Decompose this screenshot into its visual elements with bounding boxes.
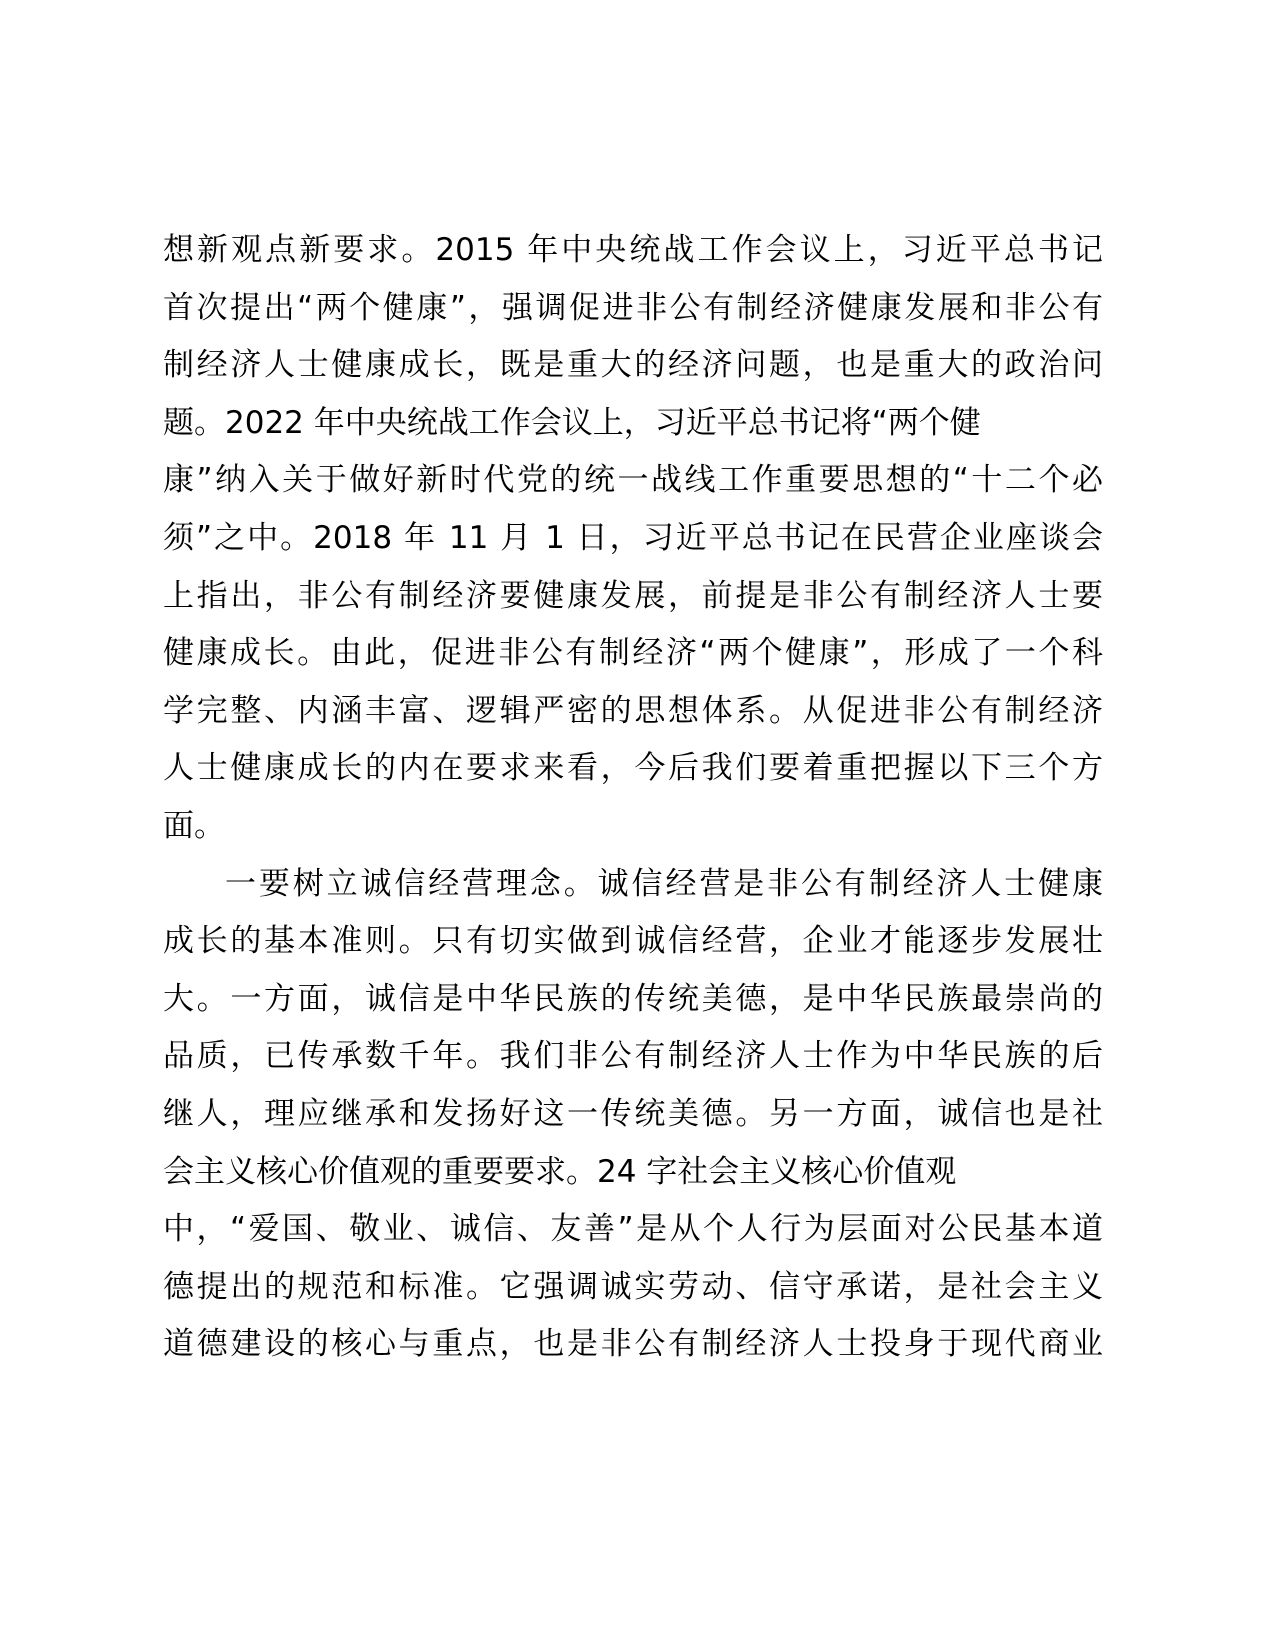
text-line: 继人，理应继承和发扬好这一传统美德。另一方面，诚信也是社 — [163, 1095, 1103, 1132]
text-line: 中，“爱国、敬业、诚信、友善”是从个人行为层面对公民基本道 — [163, 1211, 1103, 1248]
text-line: 上指出，非公有制经济要健康发展，前提是非公有制经济人士要 — [163, 577, 1103, 614]
text-line: 题。2022 年中央统战工作会议上，习近平总书记将“两个健 — [163, 404, 981, 441]
text-line: 会主义核心价值观的重要要求。24 字社会主义核心价值观 — [163, 1153, 957, 1190]
text-line: 成长的基本准则。只有切实做到诚信经营，企业才能逐步发展壮 — [163, 923, 1103, 960]
text-line: 首次提出“两个健康”，强调促进非公有制经济健康发展和非公有 — [163, 289, 1103, 326]
text-line: 须”之中。2018 年 11 月 1 日，习近平总书记在民营企业座谈会 — [163, 519, 1103, 556]
text-line: 品质，已传承数千年。我们非公有制经济人士作为中华民族的后 — [163, 1038, 1103, 1075]
text-line: 康”纳入关于做好新时代党的统一战线工作重要思想的“十二个必 — [163, 462, 1103, 499]
text-line: 道德建设的核心与重点，也是非公有制经济人士投身于现代商业 — [163, 1326, 1103, 1363]
text-line: 人士健康成长的内在要求来看，今后我们要着重把握以下三个方 — [163, 750, 1103, 787]
text-line-indented: 一要树立诚信经营理念。诚信经营是非公有制经济人士健康 — [225, 865, 1103, 902]
body-text — [163, 222, 1103, 1374]
text-line: 健康成长。由此，促进非公有制经济“两个健康”，形成了一个科 — [163, 635, 1103, 672]
text-line: 学完整、内涵丰富、逻辑严密的思想体系。从促进非公有制经济 — [163, 692, 1103, 729]
text-line: 德提出的规范和标准。它强调诚实劳动、信守承诺，是社会主义 — [163, 1268, 1103, 1305]
text-line: 大。一方面，诚信是中华民族的传统美德，是中华民族最崇尚的 — [163, 980, 1103, 1017]
text-line: 想新观点新要求。2015 年中央统战工作会议上，习近平总书记 — [163, 232, 1103, 268]
text-line: 制经济人士健康成长，既是重大的经济问题，也是重大的政治问 — [163, 347, 1103, 384]
text-line: 面。 — [163, 807, 225, 844]
